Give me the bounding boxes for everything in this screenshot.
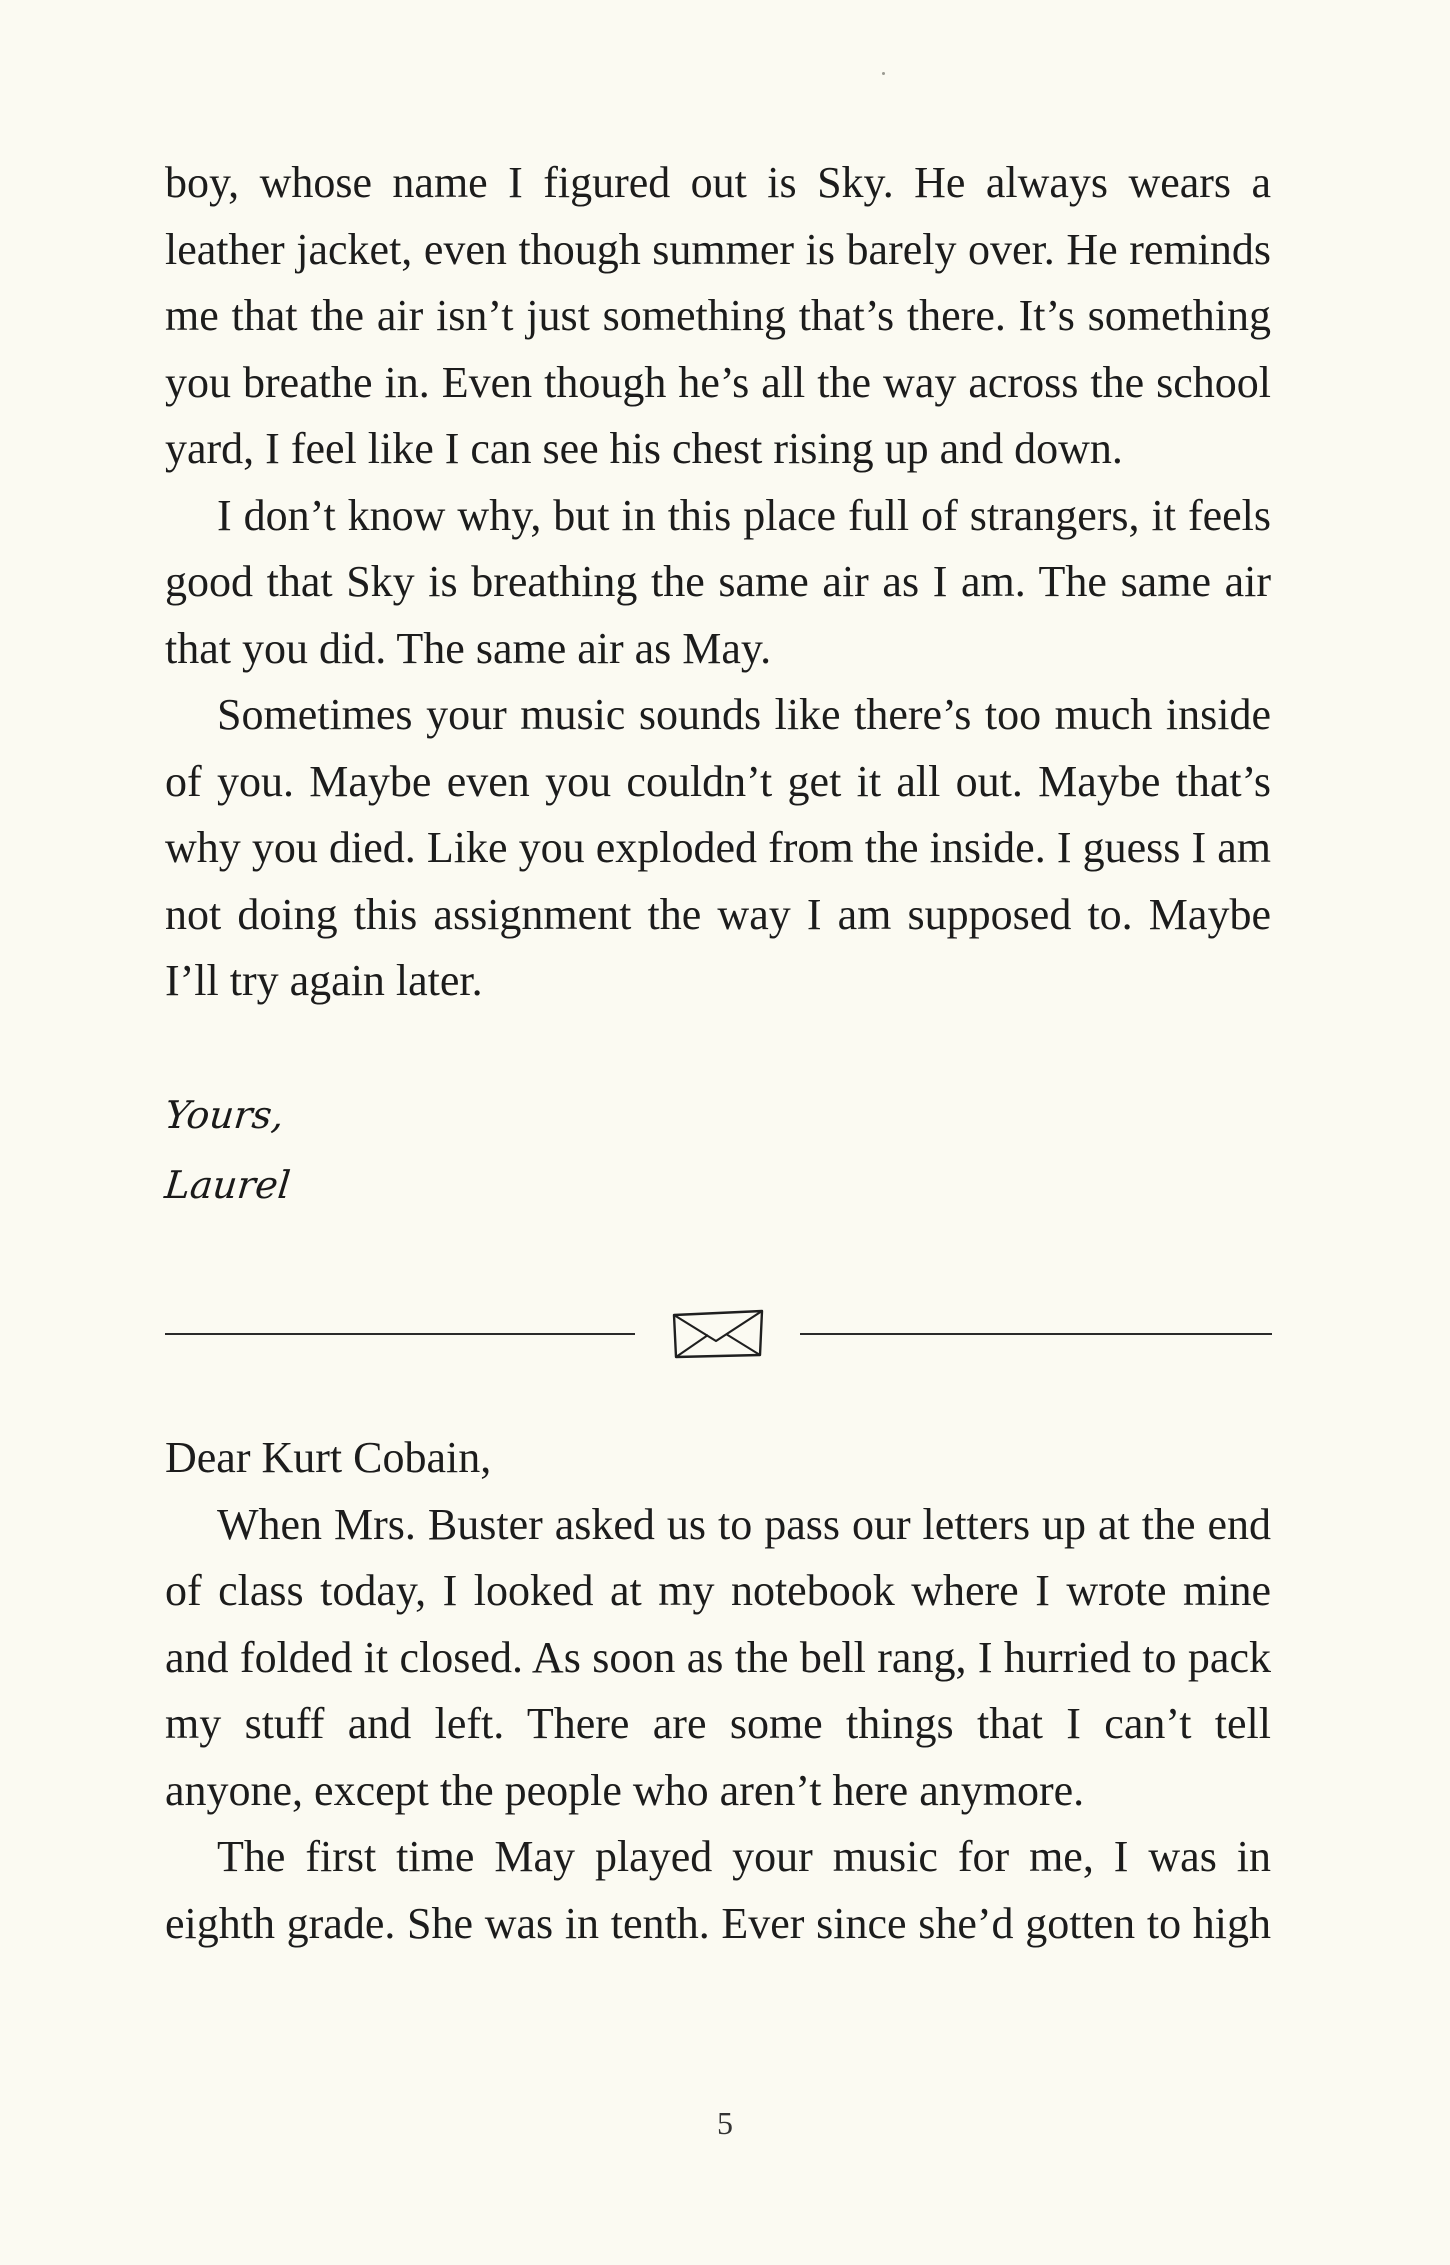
- paragraph: I don’t know why, but in this place full of strangers, it feels good that Sky is breathing the same air as I am. The same air that you did. The same air as May.: [165, 490, 1271, 673]
- paper-speck: [882, 72, 885, 75]
- paragraph: When Mrs. Buster asked us to pass our letters up at the end of class today, I looked at my notebook where I wrote mine and folded it closed. As soon as the bell rang, I hurried to pack my stuff and left. There are some things that I can’t tell anyone, except the people who aren’t here anymore.: [165, 1499, 1271, 1815]
- envelope-icon: [670, 1307, 766, 1361]
- paragraph: Sometimes your music sounds like there’s too much inside of you. Maybe even you couldn’t get it all out. Maybe that’s why you died. Like you exploded from the inside. I guess I am not doing this assignment the way I am supposed to. Maybe I’ll try again later.: [165, 690, 1271, 1005]
- divider-rule-left: [165, 1333, 635, 1335]
- page-number: 5: [717, 2105, 733, 2141]
- paragraph: boy, whose name I figured out is Sky. He always wears a leather jacket, even though summer is barely over. He reminds me that the air isn’t just something that’s there. It’s something you breathe in. Even though he’s all the way across the school yard, I feel like I can see his chest rising up and down.: [165, 158, 1271, 473]
- divider-rule-right: [800, 1333, 1272, 1335]
- letter-kurt-cobain: [165, 1425, 1271, 1957]
- handwritten-signoff: [162, 1080, 293, 1220]
- salutation: Dear Kurt Cobain,: [165, 1433, 492, 1482]
- section-divider: [165, 1295, 1272, 1365]
- signature: Laurel: [162, 1163, 293, 1207]
- letter-continuation: [165, 150, 1271, 1015]
- paragraph: The first time May played your music for me, I was in eighth grade. She was in tenth. Ever since she’d gotten to high: [165, 1832, 1271, 1948]
- closing: Yours,: [162, 1093, 287, 1137]
